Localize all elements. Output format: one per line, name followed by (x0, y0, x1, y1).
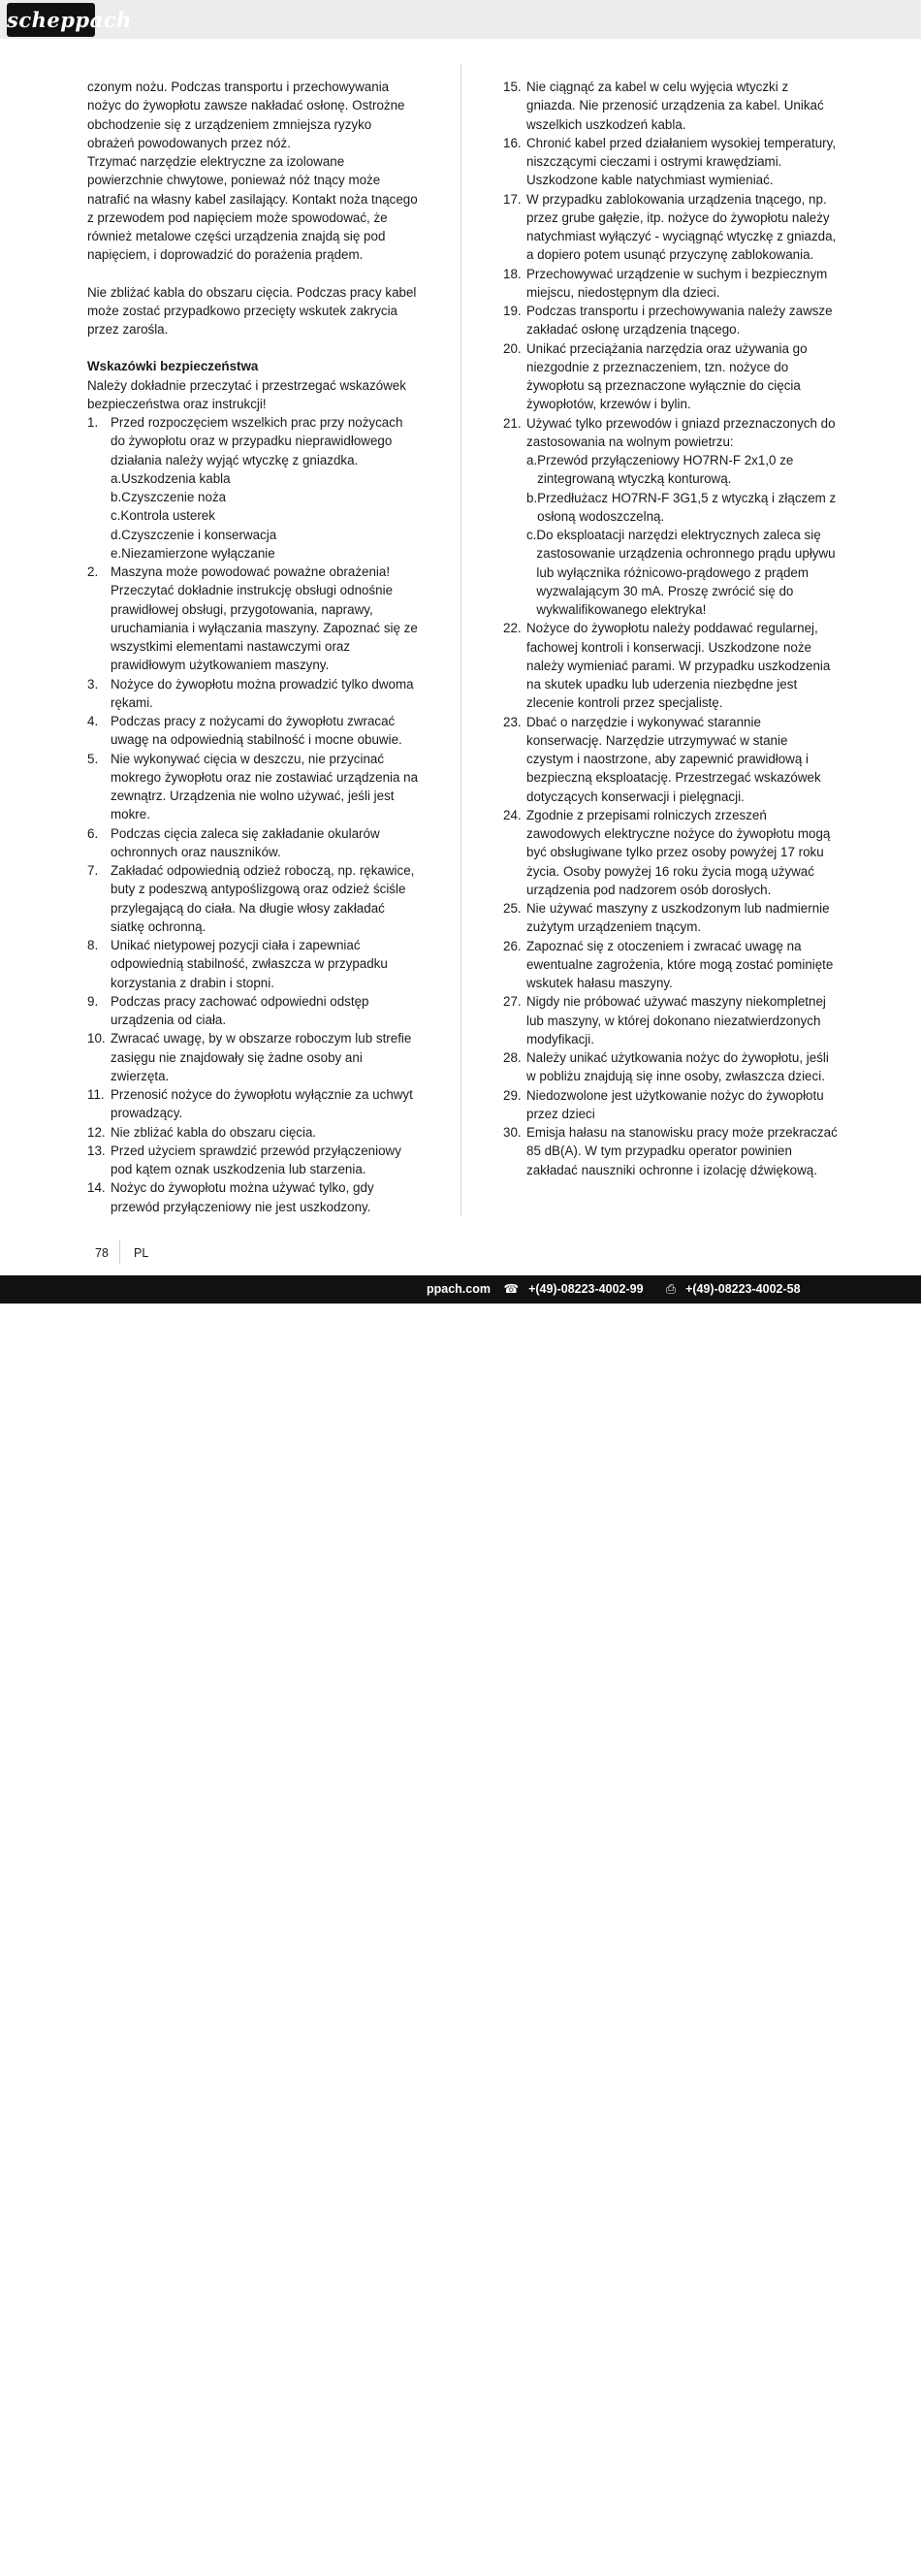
list-item: 16. Chronić kabel przed działaniem wysokiej temperatury, niszczącymi cieczami i ostrymi krawędziami. Uszkodzone kable natychmiast wymieniać. (503, 135, 837, 188)
list-item: 4. Podczas pracy z nożycami do żywopłotu zwracać uwagę na odpowiednią stabilność i mocne obuwie. (87, 714, 402, 748)
sub-item: e. Niezamierzone wyłączanie (111, 545, 275, 561)
fax-contact: ⎙ +(49)-08223-4002-58 (666, 1282, 801, 1296)
list-item: 5. Nie wykonywać cięcia w deszczu, nie przycinać mokrego żywopłotu oraz nie zostawiać urządzenia na zewnątrz. Urządzenia nie wolno używać, jeśli jest mokre. (87, 751, 419, 822)
list-item: 21. Używać tylko przewodów i gniazd przeznaczonych do zastosowania na wolnym powietrzu: a. Przewód przyłączeniowy HO7RN-F 2x1,0 ze zintegrowaną wtyczką konturową. b. Przedłużacz HO7RN-F 3G1,5 z wtyczką i złączem z osłoną wodoszczelną. c. Do eksploatacji narzędzi elektrycznych zaleca się zastosowanie urządzenia ochronnego prądu upływu lub wyłącznika różnicowo-prądowego z prądem wyzwalającym 30 mA. Proszę zwrócić się do wykwalifikowanego elektryka! (503, 414, 838, 620)
sub-item: c. Do eksploatacji narzędzi elektrycznych zaleca się zastosowanie urządzenia ochronnego prądu upływu lub wyłącznika różnicowo-prądowego z prądem wyzwalającym 30 mA. Proszę zwrócić się do wykwalifikowanego elektryka! (526, 528, 836, 617)
footer-bar (0, 1275, 921, 1304)
section-heading: Wskazówki bezpieczeństwa (87, 359, 259, 374)
list-item: 23. Dbać o narzędzie i wykonywać starannie konserwację. Narzędzie utrzymywać w stanie czystym i naostrzone, aby zapewnić prawidłową i bezpieczną eksploatację. Przestrzegać wskazówek dotyczących konserwacji i pielęgnacji. (503, 714, 821, 804)
column-divider (460, 64, 461, 1216)
list-item: 24. Zgodnie z przepisami rolniczych zrzeszeń zawodowych elektryczne nożyce do żywopłotu mogą być obsługiwane tylko przez osoby powyżej 17 roku życia. Osoby powyżej 16 roku życia mogą używać urządzenia pod nadzorem osób dorosłych. (503, 807, 831, 897)
list-item: 29. Niedozwolone jest użytkowanie nożyc do żywopłotu przez dzieci (503, 1087, 824, 1121)
list-item: 14. Nożyc do żywopłotu można używać tylko, gdy przewód przyłączeniowy nie jest uszkodzony. (87, 1180, 374, 1214)
list-item: 25. Nie używać maszyny z uszkodzonym lub nadmiernie zużytym urządzeniem tnącym. (503, 901, 830, 935)
list-item: 11. Przenosić nożyce do żywopłotu wyłącznie za uchwyt prowadzący. (87, 1087, 413, 1121)
page-number: 78 (95, 1246, 109, 1260)
list-item: 28. Należy unikać użytkowania nożyc do żywopłotu, jeśli w pobliżu znajdują się inne osoby, zwłaszcza dzieci. (503, 1050, 829, 1084)
list-item: 15. Nie ciągnąć za kabel w celu wyjęcia wtyczki z gniazda. Nie przenosić urządzenia za kabel. Unikać wszelkich uszkodzeń kabla. (503, 80, 824, 132)
list-item: 7. Zakładać odpowiednią odzież roboczą, np. rękawice, buty z podeszwą antypoślizgową oraz odzież ściśle przylegającą do ciała. Na długie włosy zakładać siatkę ochronną. (87, 863, 415, 934)
list-item: 19. Podczas transportu i przechowywania należy zawsze zakładać osłonę urządzenia tnącego. (503, 304, 833, 338)
list-item: 13. Przed użyciem sprawdzić przewód przyłączeniowy pod kątem oznak uszkodzenia lub starzenia. (87, 1143, 401, 1176)
intro-paragraph: czonym nożu. Podczas transportu i przechowywania nożyc do żywopłotu zawsze nakładać osłonę. Ostrożne obchodzenie się z urządzeniem zmniejsza ryzyko obrażeń powodowanych przez nóż. (87, 80, 405, 150)
phone-contact: ☎ +(49)-08223-4002-99 (503, 1282, 644, 1296)
list-item: 22. Nożyce do żywopłotu należy poddawać regularnej, fachowej kontroli i konserwacji. Uszkodzone noże należy wymieniać parami. W przypadku uszkodzenia na skutek upadku lub uderzenia niezbędne jest zlecenie kontroli przez specjalistę. (503, 621, 831, 711)
sub-item: a. Uszkodzenia kabla (111, 470, 231, 486)
language-code: PL (134, 1246, 149, 1260)
fax-icon: ⎙ (666, 1282, 677, 1296)
sub-item: d. Czyszczenie i konserwacja (111, 527, 277, 542)
list-item (87, 413, 419, 563)
section-intro: Należy dokładnie przeczytać i przestrzegać wskazówek bezpieczeństwa oraz instrukcji! (87, 377, 406, 411)
sub-item: a. Przewód przyłączeniowy HO7RN-F 2x1,0 ze zintegrowaną wtyczką konturową. (526, 453, 794, 487)
list-item: 26. Zapoznać się z otoczeniem i zwracać uwagę na ewentualne zagrożenia, które mogą zostać pominięte wskutek hałasu maszyny. (503, 938, 834, 990)
sub-item: b. Czyszczenie noża (111, 490, 227, 504)
brand-logo: scheppach (7, 3, 95, 37)
intro-paragraph: Nie zbliżać kabla do obszaru cięcia. Podczas pracy kabel może zostać przypadkowo przecięty wskutek zakrycia przez zarośla. (87, 284, 417, 337)
list-item: 10. Zwracać uwagę, by w obszarze roboczym lub strefie zasięgu nie znajdowały się żadne osoby ani zwierzęta. (87, 1031, 412, 1083)
list-item: 20. Unikać przeciążania narzędzia oraz używania go niezgodnie z przeznaczeniem, tzn. nożyce do żywopłotu są przeznaczone wyłącznie do cięcia żywopłotów, krzewów i bylin. (503, 340, 808, 412)
right-column (503, 78, 838, 1179)
list-text: Przed rozpoczęciem wszelkich prac przy nożycach do żywopłotu oraz w przypadku nieprawidłowego działania należy wyjąć wtyczkę z gniazdka. (111, 415, 403, 467)
phone-icon: ☎ (503, 1282, 520, 1296)
list-item: 27. Nigdy nie próbować używać maszyny niekompletnej lub maszyny, w której dokonano niezatwierdzonych modyfikacji. (503, 994, 826, 1046)
list-item: 18. Przechowywać urządzenie w suchym i bezpiecznym miejscu, niedostępnym dla dzieci. (503, 266, 828, 300)
sub-item: b. Przedłużacz HO7RN-F 3G1,5 z wtyczką i złączem z osłoną wodoszczelną. (526, 490, 837, 524)
intro-paragraph: Trzymać narzędzie elektryczne za izolowane powierzchnie chwytowe, ponieważ nóż tnący może natrafić na własny kabel zasilający. Kontakt noża tnącego z przewodem pod napięciem może spowodować, że również metalowe części urządzenia znajdą się pod napięciem, i doprowadzić do porażenia prądem. (87, 154, 418, 263)
website-link[interactable]: ppach.com (427, 1282, 491, 1296)
header-bar (0, 0, 921, 39)
list-item: 8. Unikać nietypowej pozycji ciała i zapewniać odpowiednią stabilność, zwłaszcza w przypadku korzystania z drabin i stopni. (87, 938, 388, 990)
footer-divider (119, 1240, 120, 1264)
list-text: Używać tylko przewodów i gniazd przeznaczonych do zastosowania na wolnym powietrzu: (526, 415, 836, 449)
left-column (87, 78, 419, 1216)
list-item: 9. Podczas pracy zachować odpowiedni odstęp urządzenia od ciała. (87, 993, 369, 1027)
list-number: 1. (87, 415, 99, 430)
list-item: 30. Emisja hałasu na stanowisku pracy może przekraczać 85 dB(A). W tym przypadku operator powinien zakładać nauszniki ochronne i izolację dźwiękową. (503, 1125, 838, 1177)
list-item: 2. Maszyna może powodować poważne obrażenia! Przeczytać dokładnie instrukcję obsługi odnośnie prawidłowej obsługi, przygotowania, naprawy, uruchamiania i wyłączania maszyny. Zapoznać się ze wszystkimi elementami nastawczymi oraz prawidłowym użytkowaniem maszyny. (87, 564, 418, 673)
footer-label-box (149, 2555, 240, 2576)
list-item: 17. W przypadku zablokowania urządzenia tnącego, np. przez grube gałęzie, itp. nożyce do żywopłotu należy natychmiast wyłączyć - wyciągnąć wtyczkę z gniazda, a dopiero potem usunąć przyczynę zablokowania. (503, 191, 837, 263)
sub-item: c. Kontrola usterek (111, 508, 215, 524)
contact-info (427, 1281, 820, 1297)
list-item: 12. Nie zbliżać kabla do obszaru cięcia. (87, 1124, 317, 1140)
list-item: 3. Nożyce do żywopłotu można prowadzić tylko dwoma rękami. (87, 676, 414, 710)
list-item: 6. Podczas cięcia zaleca się zakładanie okularów ochronnych oraz nauszników. (87, 825, 380, 859)
